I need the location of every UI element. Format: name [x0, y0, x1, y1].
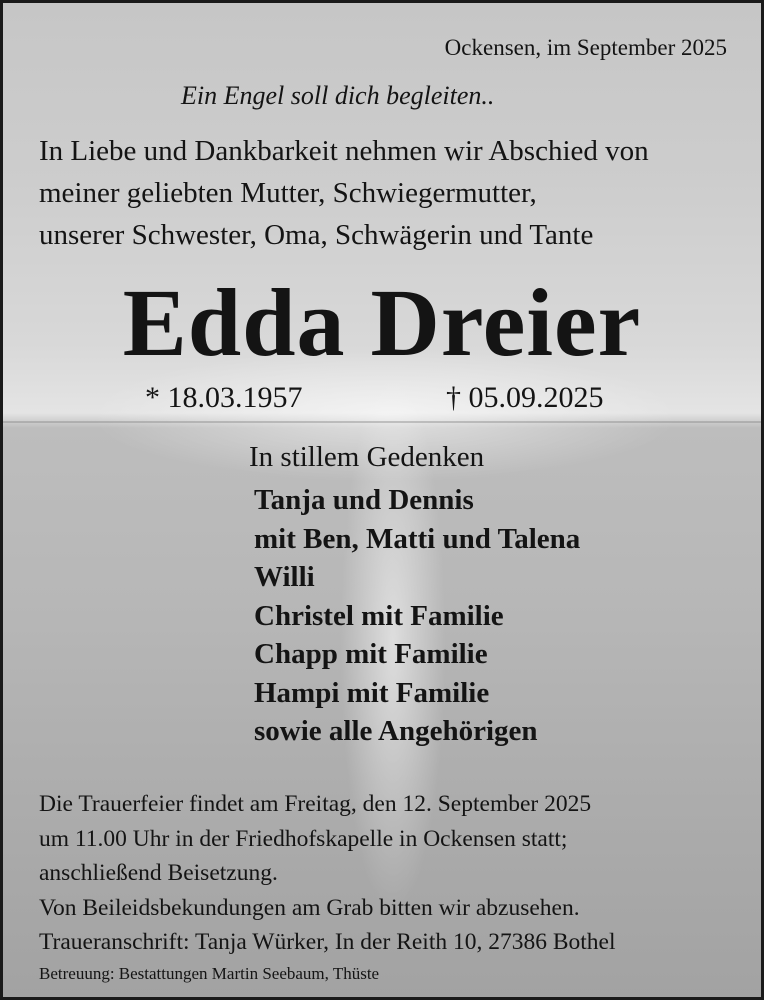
undertaker-credit: Betreuung: Bestattungen Martin Seebaum, Thüste: [39, 964, 380, 983]
details-line: um 11.00 Uhr in der Friedhofskapelle in Ockensen statt;: [39, 825, 568, 852]
mourners-list: [254, 481, 580, 751]
death-date: † 05.09.2025: [446, 381, 604, 414]
place-date: Ockensen, im September 2025: [444, 35, 727, 60]
details-line: Traueranschrift: Tanja Würker, In der Reith 10, 27386 Bothel: [39, 929, 616, 955]
mourner-entry: Christel mit Familie: [254, 599, 504, 632]
details-line: anschließend Beisetzung.: [39, 860, 278, 886]
mourner-entry: Tanja und Dennis: [254, 484, 474, 516]
intro-line: unserer Schwester, Oma, Schwägerin und Tante: [39, 219, 594, 251]
mourner-entry: Willi: [254, 561, 315, 593]
intro-line: meiner geliebten Mutter, Schwiegermutter,: [39, 177, 537, 209]
details-line: Von Beileidsbekundungen am Grab bitten wir abzusehen.: [39, 894, 580, 921]
mourner-entry: mit Ben, Matti und Talena: [254, 522, 581, 555]
mourner-entry: Chapp mit Familie: [254, 638, 488, 670]
details-line: Die Trauerfeier findet am Freitag, den 12. September 2025: [39, 791, 592, 817]
deceased-name: Edda Dreier: [122, 269, 642, 376]
motto: Ein Engel soll dich begleiten..: [181, 81, 495, 110]
intro-line: In Liebe und Dankbarkeit nehmen wir Abschied von: [39, 135, 649, 167]
mourner-entry: sowie alle Angehörigen: [254, 715, 538, 747]
birth-date: * 18.03.1957: [145, 381, 303, 414]
sea-horizon: [3, 421, 761, 423]
memory-heading: In stillem Gedenken: [249, 441, 485, 473]
funeral-details: [39, 787, 616, 960]
mourner-entry: Hampi mit Familie: [254, 676, 490, 709]
intro-text: [39, 130, 649, 256]
